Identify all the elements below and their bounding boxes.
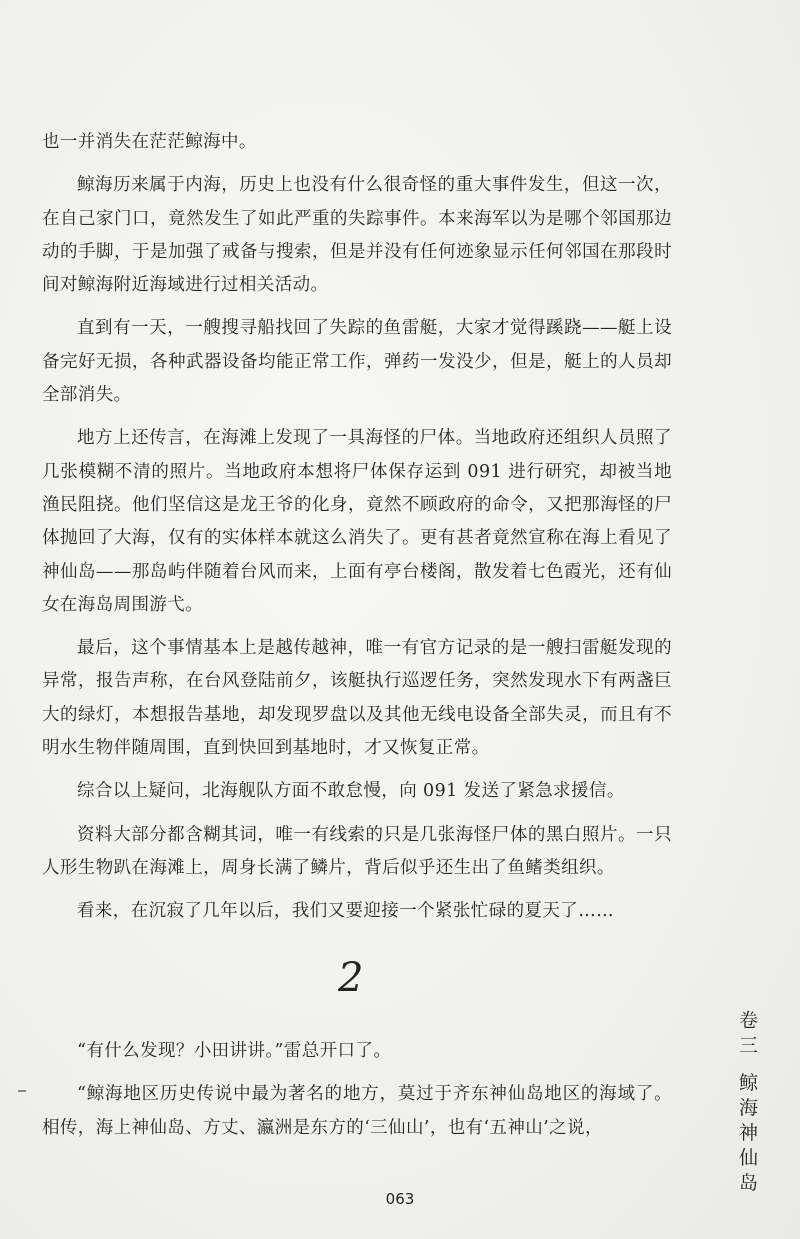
lower-text-block — [42, 1035, 672, 1155]
paragraph-7: 资料大部分都含糊其词，唯一有线索的只是几张海怪尸体的黑白照片。一只人形生物趴在海滩上，周身长满了鳞片，背后似乎还生出了鱼鳍类组织。 — [42, 824, 672, 878]
paragraph-2: 鲸海历来属于内海，历史上也没有什么很奇怪的重大事件发生，但这一次，在自己家门口，竟然发生了如此严重的失踪事件。本来海军以为是哪个邻国那边动的手脚，于是加强了戒备与搜索，但是并没有任何迹象显示任何邻国在那段时间对鲸海附近海域进行过相关活动。 — [42, 175, 672, 296]
chapter-number: 2 — [338, 955, 364, 1001]
volume-side-label: 卷三 鲸海神仙岛 — [736, 1010, 758, 1198]
paragraph-4: 地方上还传言，在海滩上发现了一具海怪的尸体。当地政府还组织人员照了几张模糊不清的照片。当地政府本想将尸体保存运到 091 进行研究，却被当地渔民阻挠。他们坚信这是龙王爷的化身，竟然不顾政府的命令，又把那海怪的尸体抛回了大海，仅有的实体样本就这么消失了。更有甚者竟然宣称在海上看见了神仙岛——那岛屿伴随着台风而来，上面有亭台楼阁，散发着七色霞光，还有仙女在海岛周围游弋。 — [42, 428, 672, 615]
paragraph-6: 综合以上疑问，北海舰队方面不敢怠慢，向 091 发送了紧急求援信。 — [77, 781, 625, 802]
paragraph-5: 最后，这个事情基本上是越传越神，唯一有官方记录的是一艘扫雷艇发现的异常，报告声称，在台风登陆前夕，该艇执行巡逻任务，突然发现水下有两盏巨大的绿灯，本想报告基地，却发现罗盘以及其他无线电设备全部失灵，而且有不明水生物伴随周围，直到快回到基地时，才又恢复正常。 — [42, 638, 672, 759]
paragraph-8: 看来，在沉寂了几年以后，我们又要迎接一个紧张忙碌的夏天了…… — [77, 901, 614, 922]
paragraph-3: 直到有一天，一艘搜寻船找回了失踪的鱼雷艇，大家才觉得蹊跷——艇上设备完好无损，各种武器设备均能正常工作，弹药一发没少，但是，艇上的人员却全部消失。 — [42, 318, 672, 406]
margin-mark — [18, 1090, 26, 1092]
upper-text-block — [42, 126, 672, 939]
paragraph-10: “鲸海地区历史传说中最为著名的地方，莫过于齐东神仙岛地区的海域了。相传，海上神仙岛、方丈、瀛洲是东方的‘三仙山’，也有‘五神山’之说， — [42, 1084, 672, 1138]
page-number: 063 — [385, 1190, 415, 1208]
paragraph-9: “有什么发现？小田讲讲。”雷总开口了。 — [77, 1041, 392, 1061]
paragraph-1: 也一并消失在茫茫鲸海中。 — [42, 132, 257, 152]
